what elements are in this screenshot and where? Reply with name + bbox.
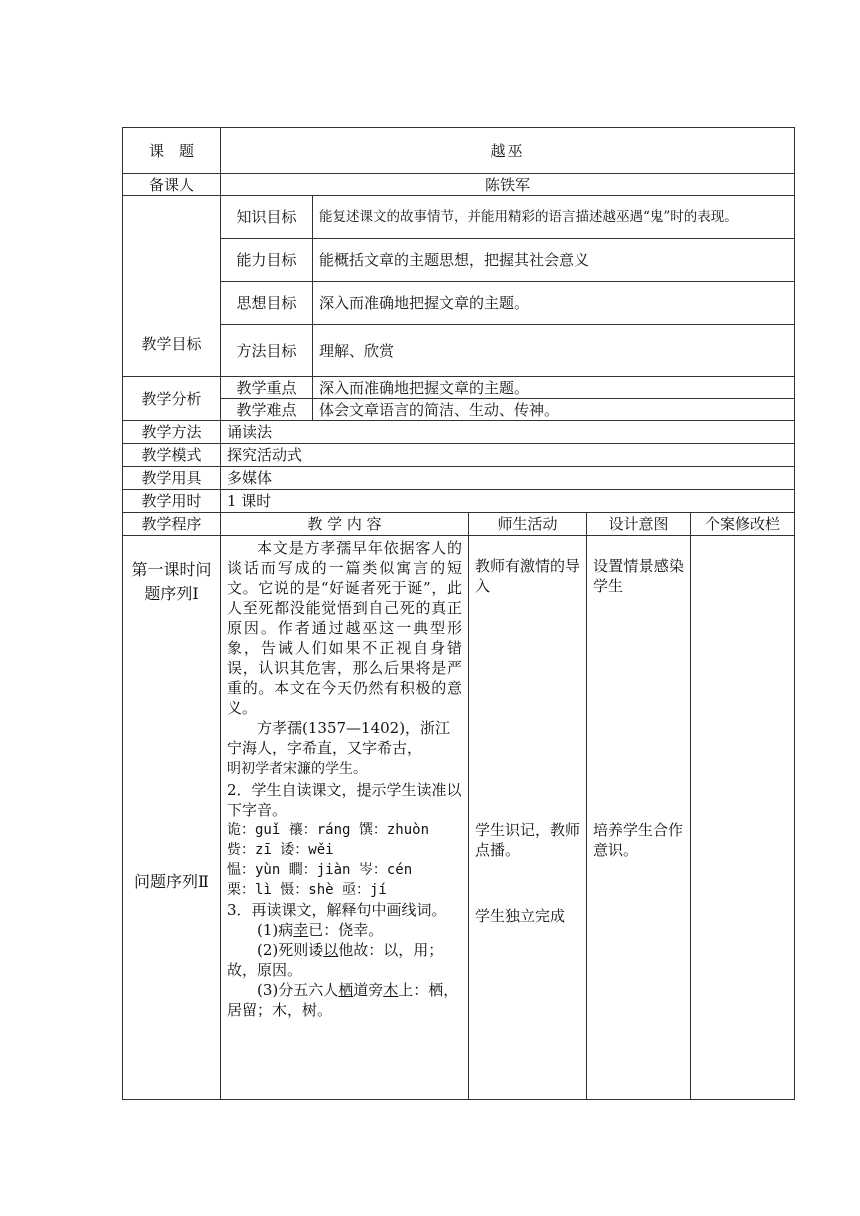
objective-text: 理解、欣赏 xyxy=(313,325,795,377)
analysis-row xyxy=(123,377,795,399)
objective-label: 能力目标 xyxy=(221,239,313,282)
objective-label: 思想目标 xyxy=(221,282,313,325)
question-1: (1)病幸已：侥幸。 xyxy=(257,921,384,939)
info-label: 教学模式 xyxy=(123,444,221,467)
procedure-body-row xyxy=(123,536,795,1100)
info-label: 教学方法 xyxy=(123,421,221,444)
question-3: (3)分五六人栖道旁木上：栖，居留；木，树。 xyxy=(227,981,459,1019)
intent-column xyxy=(587,536,691,1100)
revision-col-header: 个案修改栏 xyxy=(691,513,795,536)
intent-col-header: 设计意图 xyxy=(587,513,691,536)
procedure-header-row xyxy=(123,513,795,536)
teaching-content xyxy=(221,536,469,1100)
intro-paragraph: 本文是方孝孺早年依据客人的谈话而写成的一篇类似寓言的短文。它说的是“好诞者死于诞”，此人至死都没能觉悟到自己死的真正原因。作者通过越巫这一典型形象，告诫人们如果不正视自身错误，认识其危害，那么后果将是严重的。本文在今天仍然有积极的意义。 xyxy=(227,539,462,717)
key-point-text: 深入而准确地把握文章的主题。 xyxy=(313,377,795,399)
objective-row xyxy=(123,239,795,282)
objective-row xyxy=(123,196,795,239)
author-paragraph-2: 明初学者宋濂的学生。 xyxy=(227,761,367,777)
activity-3: 学生独立完成 xyxy=(475,907,566,925)
lesson-plan-table xyxy=(122,127,795,1100)
step-3-text: 3．再读课文，解释句中画线词。 xyxy=(227,901,447,919)
activity-column xyxy=(469,536,587,1100)
objective-text: 深入而准确地把握文章的主题。 xyxy=(313,282,795,325)
preparer-label: 备课人 xyxy=(123,174,221,196)
pinyin-line: 诡：guǐ 禳：ráng 馔：zhuòn xyxy=(227,822,430,838)
info-row xyxy=(123,421,795,444)
author-paragraph: 方孝孺(1357—1402)，浙江宁海人，字希直，又字希古， xyxy=(227,719,451,757)
info-value: 多媒体 xyxy=(221,467,795,490)
activity-1: 教师有激情的导入 xyxy=(475,557,581,595)
procedure-col-header: 教学程序 xyxy=(123,513,221,536)
analysis-row xyxy=(123,399,795,421)
intent-2: 培养学生合作意识。 xyxy=(593,821,684,859)
topic-label: 课 题 xyxy=(123,128,221,174)
intent-1: 设置情景感染学生 xyxy=(593,557,684,595)
objective-label: 方法目标 xyxy=(221,325,313,377)
analysis-label: 教学分析 xyxy=(123,377,221,421)
objective-row xyxy=(123,325,795,377)
info-label: 教学用时 xyxy=(123,490,221,513)
activity-col-header: 师生活动 xyxy=(469,513,587,536)
step-2-text: 2．学生自读课文，提示学生读准以下字音。 xyxy=(227,781,462,819)
section-1-label: 第一课时问题序列Ⅰ xyxy=(131,560,212,603)
objectives-label: 教学目标 xyxy=(123,196,221,377)
section-2-label: 问题序列Ⅱ xyxy=(134,872,209,891)
info-row xyxy=(123,444,795,467)
objective-row xyxy=(123,282,795,325)
topic-row xyxy=(123,128,795,174)
lesson-title: 越巫 xyxy=(221,128,795,174)
difficulty-text: 体会文章语言的简洁、生动、传神。 xyxy=(313,399,795,421)
question-2: (2)死则诿以他故：以，用；故，原因。 xyxy=(227,941,444,979)
procedure-sections xyxy=(123,536,221,1100)
info-label: 教学用具 xyxy=(123,467,221,490)
info-row xyxy=(123,490,795,513)
revision-column xyxy=(691,536,795,1100)
pinyin-line: 赀：zī 诿：wěi xyxy=(227,842,334,858)
info-value: 1 课时 xyxy=(221,490,795,513)
info-value: 探究活动式 xyxy=(221,444,795,467)
objective-label: 知识目标 xyxy=(221,196,313,239)
pinyin-line: 愠：yùn 瞷：jiàn 岑：cén xyxy=(227,862,413,878)
content-col-header: 教 学 内 容 xyxy=(221,513,469,536)
info-row xyxy=(123,467,795,490)
objective-text: 能复述课文的故事情节，并能用精彩的语言描述越巫遇“鬼”时的表现。 xyxy=(313,196,795,239)
key-point-label: 教学重点 xyxy=(221,377,313,399)
info-value: 诵读法 xyxy=(221,421,795,444)
preparer-row xyxy=(123,174,795,196)
objective-text: 能概括文章的主题思想，把握其社会意义 xyxy=(313,239,795,282)
pinyin-line: 栗：lì 慑：shè 亟：jí xyxy=(227,882,387,898)
activity-2: 学生识记，教师点播。 xyxy=(475,821,581,859)
difficulty-label: 教学难点 xyxy=(221,399,313,421)
preparer-name: 陈铁军 xyxy=(221,174,795,196)
